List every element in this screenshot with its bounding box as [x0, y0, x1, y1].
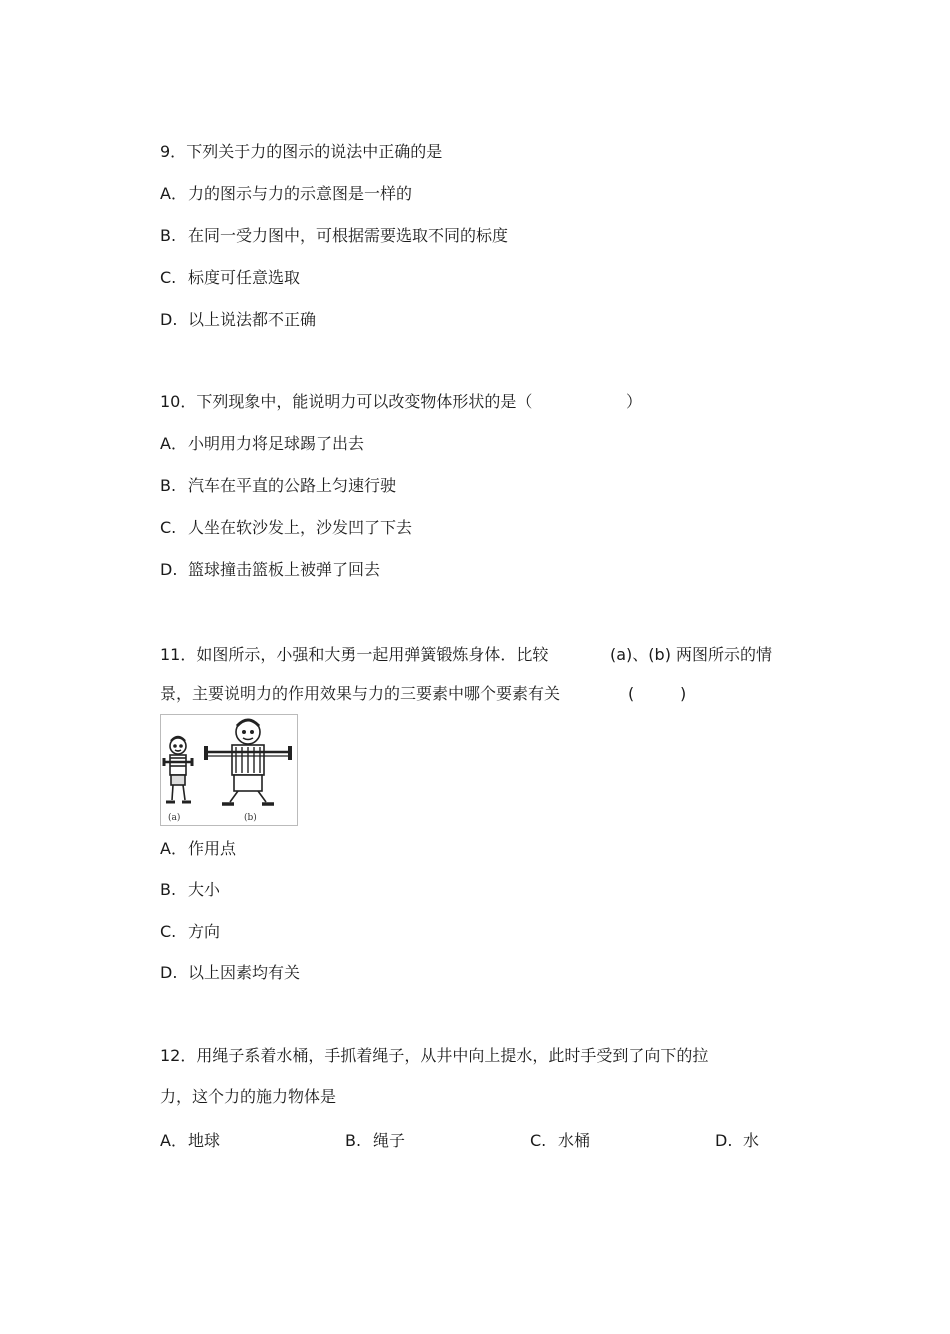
question-11-option-d [160, 963, 300, 983]
question-11-paren-close: ) [680, 684, 687, 703]
option-letter: B. [345, 1131, 362, 1150]
option-text: 小明用力将足球踢了出去 [188, 434, 365, 453]
question-11-option-c [160, 922, 220, 942]
question-10-option-a [160, 434, 364, 454]
question-9-option-d [160, 310, 316, 330]
question-11-stem-line1 [160, 645, 548, 665]
option-letter: A． [160, 184, 187, 203]
question-10-paren-close: ） [626, 392, 643, 411]
option-text: 人坐在软沙发上，沙发凹了下去 [188, 518, 413, 537]
option-letter: C. [160, 922, 177, 941]
option-text: 方向 [188, 922, 221, 941]
option-text: 标度可任意选取 [188, 268, 301, 287]
question-number: 11． [160, 645, 197, 664]
question-text: 用绳子系着水桶，手抓着绳子，从井中向上提水，此时手受到了向下的拉 [196, 1046, 709, 1065]
option-text: 力的图示与力的示意图是一样的 [188, 184, 413, 203]
question-11-option-a [160, 839, 236, 859]
option-text: 作用点 [188, 839, 237, 858]
question-9-option-b [160, 226, 508, 246]
option-letter: C. [160, 518, 177, 537]
option-text: 绳子 [373, 1131, 406, 1150]
option-text: 水桶 [558, 1131, 591, 1150]
option-text: 水 [743, 1131, 760, 1150]
question-9-option-c [160, 268, 300, 288]
question-12-option-c [530, 1131, 590, 1151]
question-12-stem-line2: 力，这个力的施力物体是 [160, 1087, 337, 1106]
question-11-option-b [160, 880, 220, 900]
question-10-stem [160, 392, 532, 412]
option-text: 在同一受力图中，可根据需要选取不同的标度 [188, 226, 509, 245]
option-text: 篮球撞击篮板上被弹了回去 [188, 560, 381, 579]
question-9-option-a [160, 184, 412, 204]
option-letter: D. [160, 560, 178, 579]
question-text: 下列现象中，能说明力可以改变物体形状的是（ [196, 392, 533, 411]
figure-label-b: (b) [244, 813, 257, 823]
option-text: 以上因素均有关 [188, 963, 301, 982]
option-letter: D. [160, 310, 178, 329]
option-letter: B. [160, 880, 177, 899]
option-letter: A． [160, 434, 187, 453]
spring-exercise-figure [160, 714, 300, 826]
question-9-stem [160, 142, 442, 162]
question-10-option-b [160, 476, 396, 496]
question-number: 9． [160, 142, 187, 161]
question-12-option-b [345, 1131, 405, 1151]
question-11-stem-line1-end: (a)、(b) 两图所示的情 [610, 645, 773, 664]
option-letter: C. [530, 1131, 547, 1150]
question-10-option-d [160, 560, 380, 580]
option-letter: D. [715, 1131, 733, 1150]
question-10-option-c [160, 518, 412, 538]
option-letter: A． [160, 839, 187, 858]
option-letter: B. [160, 226, 177, 245]
question-12-option-a [160, 1131, 220, 1151]
figure-label-a: (a) [168, 813, 181, 823]
option-letter: D. [160, 963, 178, 982]
option-text: 以上说法都不正确 [188, 310, 317, 329]
option-text: 汽车在平直的公路上匀速行驶 [188, 476, 397, 495]
option-text: 大小 [188, 880, 221, 899]
question-number: 12． [160, 1046, 197, 1065]
option-text: 地球 [188, 1131, 221, 1150]
spring-exercise-illustration [160, 714, 300, 826]
question-number: 10． [160, 392, 197, 411]
option-letter: C. [160, 268, 177, 287]
option-letter: B. [160, 476, 177, 495]
question-text: 如图所示，小强和大勇一起用弹簧锻炼身体．比较 [196, 645, 549, 664]
option-letter: A． [160, 1131, 187, 1150]
question-11-paren-open: ( [628, 684, 635, 703]
question-text: 下列关于力的图示的说法中正确的是 [186, 142, 443, 161]
question-12-stem-line1 [160, 1046, 708, 1066]
question-11-stem-line2: 景，主要说明力的作用效果与力的三要素中哪个要素有关 [160, 684, 561, 703]
question-12-option-d [715, 1131, 759, 1151]
